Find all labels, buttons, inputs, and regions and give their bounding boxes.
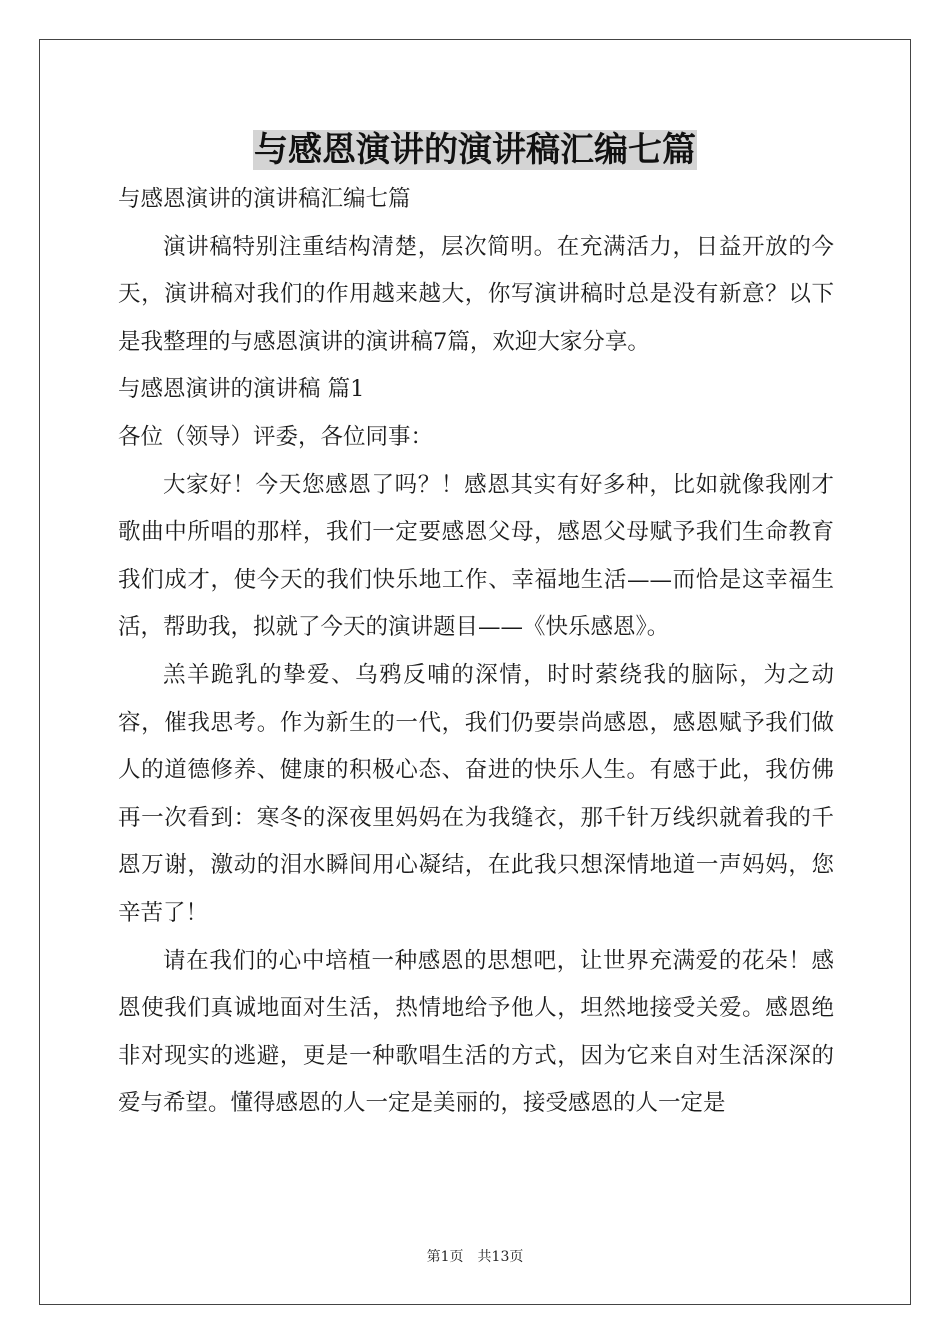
- paragraph: 请在我们的心中培植一种感恩的思想吧，让世界充满爱的花朵！感恩使我们真诚地面对生活，热情地给予他人，坦然地接受关爱。感恩绝非对现实的逃避，更是一种歌唱生活的方式，因为它来自对生活深深的爱与希望。懂得感恩的人一定是美丽的，接受感恩的人一定是: [118, 947, 834, 1117]
- paragraph: 羔羊跪乳的挚爱、乌鸦反哺的深情，时时萦绕我的脑际，为之动容，催我思考。作为新生的一代，我们仍要崇尚感恩，感恩赋予我们做人的道德修养、健康的积极心态、奋进的快乐人生。有感于此，我仿佛再一次看到：寒冬的深夜里妈妈在为我缝衣，那千针万线织就着我的千恩万谢，激动的泪水瞬间用心凝结，在此我只想深情地道一声妈妈，您辛苦了！: [118, 661, 834, 926]
- paragraph: 各位（领导）评委，各位同事：: [118, 423, 434, 450]
- paragraph: 演讲稿特别注重结构清楚，层次简明。在充满活力，日益开放的今天，演讲稿对我们的作用越来越大，你写演讲稿时总是没有新意？以下是我整理的与感恩演讲的演讲稿7篇，欢迎大家分享。: [118, 233, 834, 355]
- page-footer: 第1页 共13页: [426, 1249, 524, 1265]
- document-body: [118, 176, 834, 1128]
- document-title: [0, 128, 950, 172]
- paragraph: 与感恩演讲的演讲稿汇编七篇: [118, 186, 411, 212]
- paragraph: 与感恩演讲的演讲稿 篇1: [118, 376, 365, 403]
- paragraph: 大家好！今天您感恩了吗？！感恩其实有好多种，比如就像我刚才歌曲中所唱的那样，我们一定要感恩父母，感恩父母赋予我们生命教育我们成才，使今天的我们快乐地工作、幸福地生活——而恰是这幸福生活，帮助我，拟就了今天的演讲题目——《快乐感恩》。: [118, 471, 834, 641]
- document-title-text: 与感恩演讲的演讲稿汇编七篇: [254, 130, 696, 170]
